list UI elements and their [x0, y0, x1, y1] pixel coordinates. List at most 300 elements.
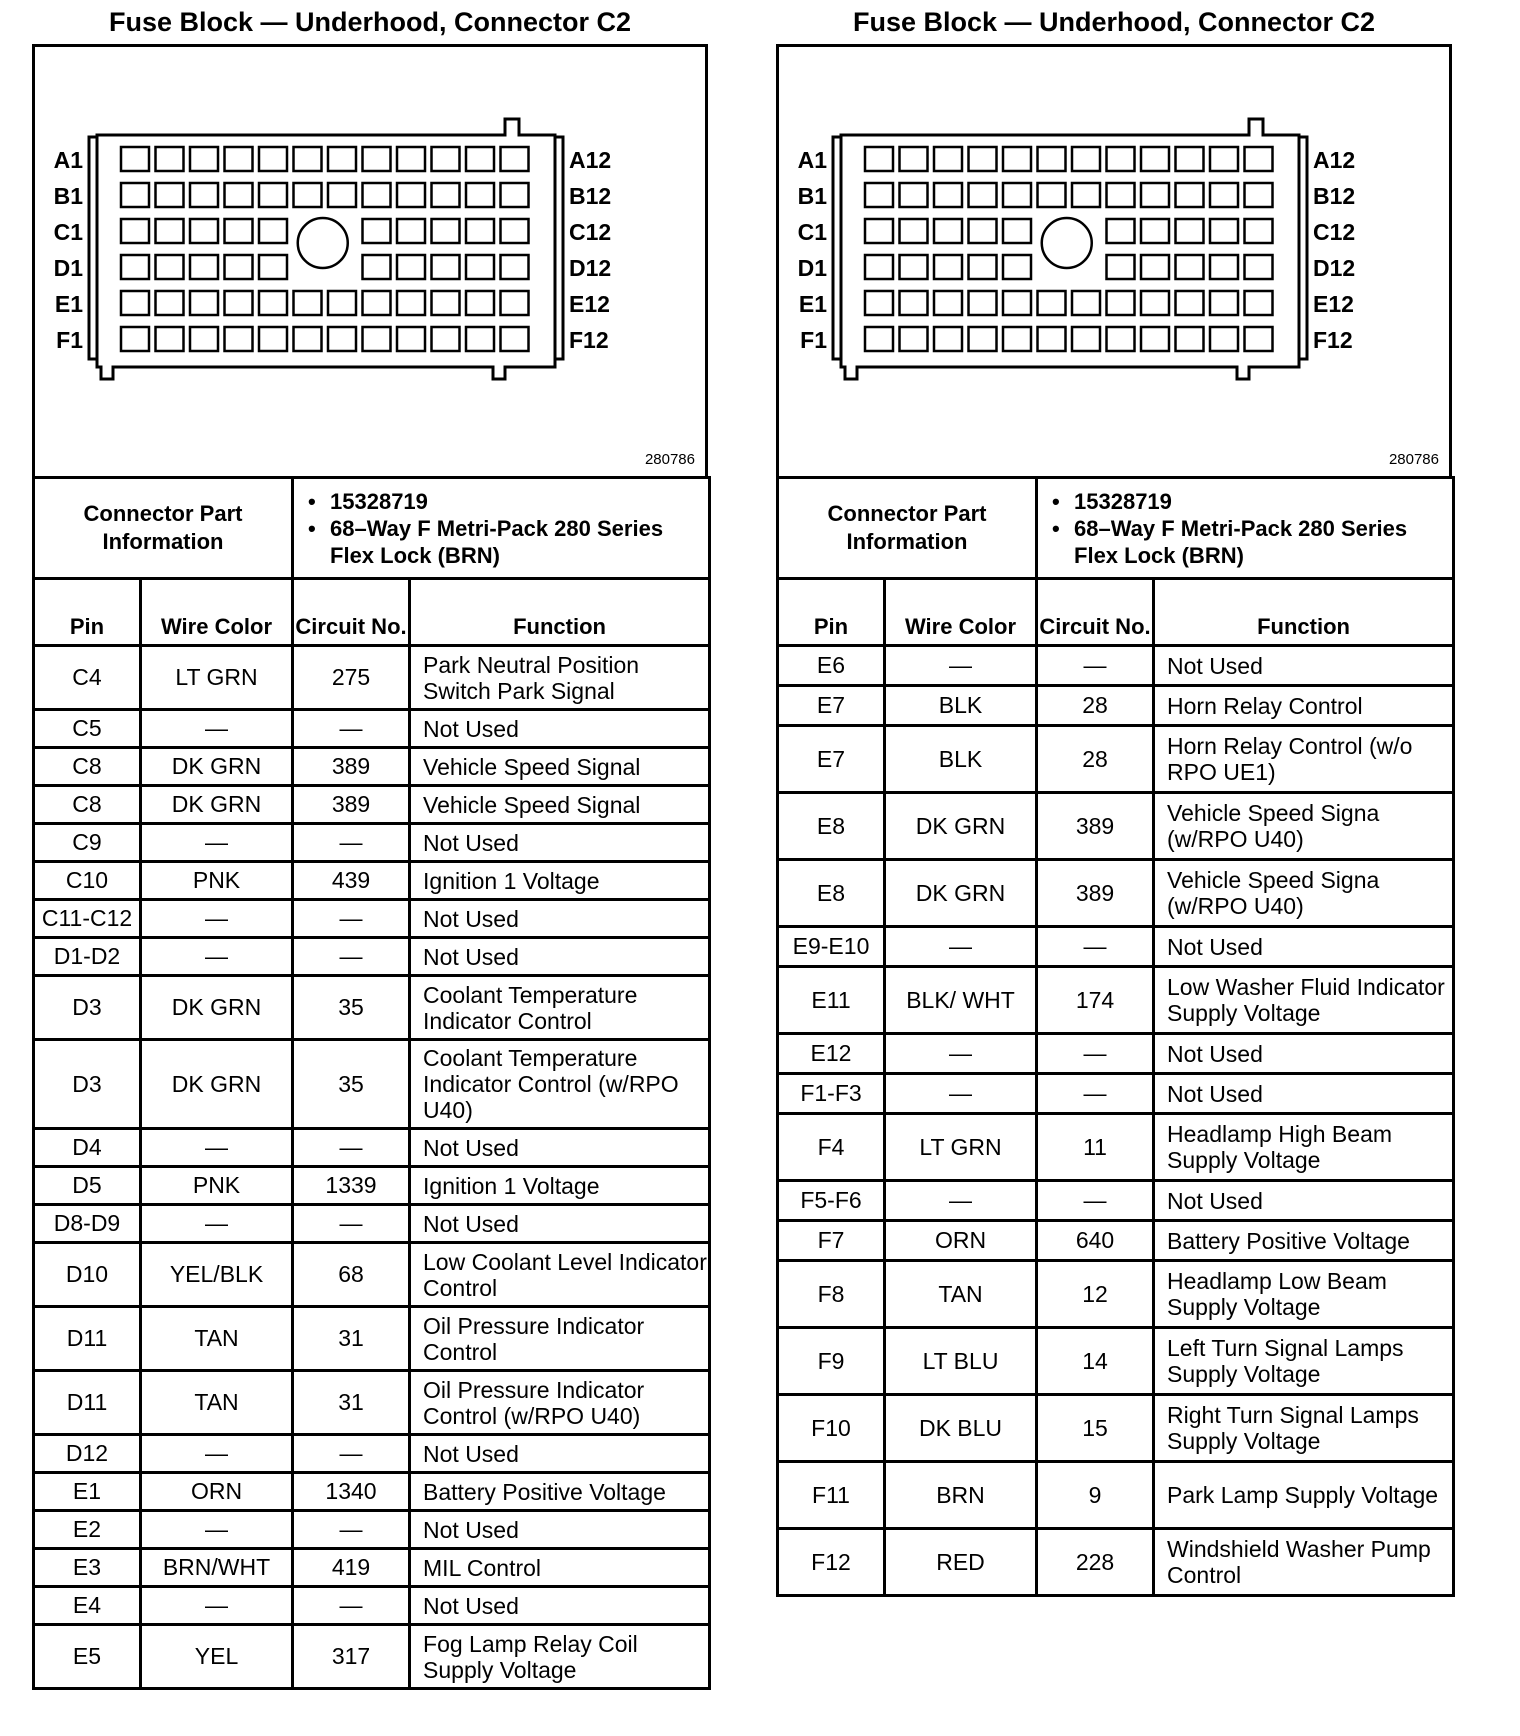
table-row — [34, 748, 710, 786]
pin-cell: E3 — [34, 1549, 141, 1587]
row-label-end: B12 — [569, 183, 612, 209]
table-row — [778, 967, 1454, 1034]
function-cell: Not Used — [1154, 1034, 1454, 1074]
pin-cavity — [1141, 291, 1169, 315]
pin-cavity — [865, 219, 893, 243]
pin-cavity — [225, 183, 253, 207]
function-cell: Oil Pressure Indicator Control — [410, 1307, 710, 1371]
row-label-start: E1 — [798, 291, 827, 317]
wire-color-cell: — — [141, 1511, 293, 1549]
circuit-cell: 9 — [1037, 1462, 1154, 1529]
circuit-cell: — — [293, 900, 410, 938]
wire-color-cell: DK GRN — [141, 786, 293, 824]
pin-cavity — [501, 291, 529, 315]
function-cell: Left Turn Signal Lamps Supply Voltage — [1154, 1328, 1454, 1395]
table-row — [778, 1462, 1454, 1529]
function-cell: Not Used — [410, 710, 710, 748]
wire-color-cell: DK GRN — [141, 748, 293, 786]
pin-cavity — [1210, 255, 1238, 279]
table-row — [34, 1473, 710, 1511]
function-cell: Windshield Washer Pump Control — [1154, 1529, 1454, 1596]
table-row — [34, 710, 710, 748]
part-number: 15328719 — [1074, 488, 1172, 514]
row-label-end: F12 — [569, 327, 609, 353]
pin-cell: D3 — [34, 1040, 141, 1129]
circuit-cell: 228 — [1037, 1529, 1154, 1596]
pin-cell: D11 — [34, 1371, 141, 1435]
pin-cavity — [1038, 327, 1066, 351]
pin-cavity — [432, 219, 460, 243]
pin-cavity — [190, 291, 218, 315]
table-row — [778, 1221, 1454, 1261]
function-cell: Not Used — [410, 1129, 710, 1167]
pin-cell: D11 — [34, 1307, 141, 1371]
pin-cavity — [294, 147, 322, 171]
wire-color-cell: DK GRN — [141, 1040, 293, 1129]
pin-cell: F5-F6 — [778, 1181, 885, 1221]
circuit-cell: 35 — [293, 976, 410, 1040]
pin-cell: D8-D9 — [34, 1205, 141, 1243]
pin-cavity — [1245, 147, 1273, 171]
wire-color-cell: PNK — [141, 1167, 293, 1205]
pin-cavity — [225, 327, 253, 351]
drawing-number: 280786 — [644, 451, 695, 468]
wire-color-cell: RED — [885, 1529, 1037, 1596]
pin-cell: C10 — [34, 862, 141, 900]
row-label-start: D1 — [797, 255, 827, 281]
table-row — [34, 1587, 710, 1625]
pin-cell: D10 — [34, 1243, 141, 1307]
function-cell: Not Used — [1154, 1074, 1454, 1114]
function-cell: Not Used — [410, 1511, 710, 1549]
panel-title: Fuse Block — Underhood, Connector C2 — [852, 7, 1376, 37]
pin-cavity — [363, 147, 391, 171]
pin-cavity — [466, 291, 494, 315]
circuit-cell: 31 — [293, 1371, 410, 1435]
row-label-start: C1 — [797, 219, 827, 245]
function-cell: Fog Lamp Relay Coil Supply Voltage — [410, 1625, 710, 1689]
center-bolt-hole — [298, 218, 348, 268]
pin-cavity — [466, 183, 494, 207]
pin-cavity — [1176, 327, 1204, 351]
pin-cavity — [1176, 291, 1204, 315]
function-cell: Ignition 1 Voltage — [410, 862, 710, 900]
wire-color-cell: — — [141, 1205, 293, 1243]
connector-body-outline — [841, 119, 1299, 379]
circuit-cell: 14 — [1037, 1328, 1154, 1395]
wire-color-cell: — — [141, 900, 293, 938]
connector-part-label: Connector Part Information — [778, 478, 1037, 579]
pin-cell: E2 — [34, 1511, 141, 1549]
wire-color-cell: ORN — [885, 1221, 1037, 1261]
row-label-end: D12 — [1313, 255, 1356, 281]
pin-cell: E7 — [778, 686, 885, 726]
pin-cavity — [1176, 255, 1204, 279]
pin-cavity — [1141, 255, 1169, 279]
pin-cavity — [466, 327, 494, 351]
table-row — [34, 1167, 710, 1205]
table-row — [778, 686, 1454, 726]
pin-cavity — [900, 147, 928, 171]
pin-cell: F8 — [778, 1261, 885, 1328]
pin-cell: C11-C12 — [34, 900, 141, 938]
circuit-cell: 28 — [1037, 686, 1154, 726]
circuit-cell: 174 — [1037, 967, 1154, 1034]
pin-cell: E7 — [778, 726, 885, 793]
function-cell: Low Washer Fluid Indicator Supply Voltage — [1154, 967, 1454, 1034]
pin-cavity — [1003, 327, 1031, 351]
pin-cell: C4 — [34, 646, 141, 710]
circuit-cell: — — [293, 1587, 410, 1625]
pin-cavity — [1038, 147, 1066, 171]
circuit-cell: 389 — [1037, 860, 1154, 927]
pin-cavity — [900, 219, 928, 243]
pin-cavity — [432, 255, 460, 279]
pin-cavity — [934, 219, 962, 243]
function-cell: Not Used — [410, 1587, 710, 1625]
pin-cavity — [466, 219, 494, 243]
wire-color-cell: — — [885, 646, 1037, 686]
pin-cavity — [190, 183, 218, 207]
function-cell: Vehicle Speed Signa (w/RPO U40) — [1154, 860, 1454, 927]
pin-cell: F12 — [778, 1529, 885, 1596]
pin-cavity — [1107, 291, 1135, 315]
pin-cavity — [363, 327, 391, 351]
pin-cavity — [1176, 219, 1204, 243]
pinout-table — [776, 476, 1455, 1597]
pin-cavity — [1176, 147, 1204, 171]
pin-cavity — [969, 291, 997, 315]
table-row — [34, 1625, 710, 1689]
pin-cavity — [328, 327, 356, 351]
header-function: Function — [410, 579, 710, 646]
pin-cavity — [1141, 147, 1169, 171]
pin-cavity — [328, 183, 356, 207]
pin-cavity — [865, 255, 893, 279]
pin-cavity — [969, 219, 997, 243]
pin-cavity — [501, 147, 529, 171]
row-label-start: A1 — [797, 147, 827, 173]
table-row — [778, 927, 1454, 967]
function-cell: MIL Control — [410, 1549, 710, 1587]
row-label-end: F12 — [1313, 327, 1353, 353]
pin-cavity — [156, 183, 184, 207]
pin-cavity — [1141, 183, 1169, 207]
pin-cavity — [225, 291, 253, 315]
pin-cell: D3 — [34, 976, 141, 1040]
function-cell: Oil Pressure Indicator Control (w/RPO U40) — [410, 1371, 710, 1435]
pin-cavity — [397, 219, 425, 243]
pin-cavity — [328, 291, 356, 315]
pin-cavity — [1210, 327, 1238, 351]
pin-cavity — [501, 255, 529, 279]
pin-cavity — [121, 291, 149, 315]
pin-cavity — [1176, 183, 1204, 207]
function-cell: Coolant Temperature Indicator Control (w/RPO U40) — [410, 1040, 710, 1129]
circuit-cell: 15 — [1037, 1395, 1154, 1462]
table-row — [34, 1129, 710, 1167]
pin-cavity — [1107, 327, 1135, 351]
header-circuit-no: Circuit No. — [1037, 579, 1154, 646]
pin-cavity — [259, 291, 287, 315]
pin-cell: E6 — [778, 646, 885, 686]
wire-color-cell: DK GRN — [141, 976, 293, 1040]
row-label-start: D1 — [53, 255, 83, 281]
pin-cavity — [969, 183, 997, 207]
wire-color-cell: — — [885, 1034, 1037, 1074]
pin-cavity — [156, 219, 184, 243]
pin-cavity — [1072, 291, 1100, 315]
table-row — [34, 1040, 710, 1129]
pin-cavity — [259, 327, 287, 351]
table-row — [34, 1511, 710, 1549]
pin-cavity — [363, 183, 391, 207]
pin-cell: C9 — [34, 824, 141, 862]
circuit-cell: — — [293, 824, 410, 862]
pin-cavity — [225, 219, 253, 243]
circuit-cell: 419 — [293, 1549, 410, 1587]
connector-face-drawing — [35, 47, 711, 479]
pin-cavity — [1003, 219, 1031, 243]
wire-color-cell: ORN — [141, 1473, 293, 1511]
table-row — [778, 860, 1454, 927]
pin-cavity — [466, 255, 494, 279]
wire-color-cell: — — [141, 824, 293, 862]
row-label-start: B1 — [53, 183, 83, 209]
pin-cavity — [501, 183, 529, 207]
table-row — [34, 646, 710, 710]
pin-cavity — [1072, 147, 1100, 171]
function-cell: Park Lamp Supply Voltage — [1154, 1462, 1454, 1529]
pin-cavity — [432, 183, 460, 207]
wire-color-cell: TAN — [141, 1307, 293, 1371]
pin-cell: D5 — [34, 1167, 141, 1205]
pin-cell: E12 — [778, 1034, 885, 1074]
connector-diagram — [776, 44, 1452, 476]
pin-cell: F10 — [778, 1395, 885, 1462]
table-row — [34, 976, 710, 1040]
connector-diagram — [32, 44, 708, 476]
pin-cavity — [969, 255, 997, 279]
function-cell: Battery Positive Voltage — [1154, 1221, 1454, 1261]
pin-cavity — [865, 327, 893, 351]
circuit-cell: 389 — [293, 748, 410, 786]
header-wire-color: Wire Color — [141, 579, 293, 646]
pin-cavity — [934, 327, 962, 351]
function-cell: Low Coolant Level Indicator Control — [410, 1243, 710, 1307]
pin-cell: F9 — [778, 1328, 885, 1395]
function-cell: Not Used — [410, 900, 710, 938]
table-row — [34, 1307, 710, 1371]
wire-color-cell: BLK — [885, 726, 1037, 793]
function-cell: Battery Positive Voltage — [410, 1473, 710, 1511]
pin-cavity — [156, 147, 184, 171]
circuit-cell: 275 — [293, 646, 410, 710]
function-cell: Not Used — [410, 938, 710, 976]
pin-cavity — [190, 327, 218, 351]
pin-cavity — [121, 255, 149, 279]
pin-cavity — [1141, 219, 1169, 243]
connector-face-drawing — [779, 47, 1455, 479]
pin-cavity — [328, 147, 356, 171]
row-label-start: A1 — [53, 147, 83, 173]
wire-color-cell: YEL/BLK — [141, 1243, 293, 1307]
pin-cavity — [190, 219, 218, 243]
circuit-cell: — — [1037, 1074, 1154, 1114]
circuit-cell: 439 — [293, 862, 410, 900]
wire-color-cell: — — [885, 927, 1037, 967]
wire-color-cell: — — [141, 1435, 293, 1473]
pin-cavity — [1003, 147, 1031, 171]
circuit-cell: — — [1037, 1034, 1154, 1074]
pin-cavity — [190, 147, 218, 171]
pin-cell: E9-E10 — [778, 927, 885, 967]
circuit-cell: 389 — [1037, 793, 1154, 860]
pin-cavity — [1245, 255, 1273, 279]
function-cell: Headlamp Low Beam Supply Voltage — [1154, 1261, 1454, 1328]
pin-cavity — [900, 291, 928, 315]
circuit-cell: — — [293, 1129, 410, 1167]
pin-cavity — [1107, 183, 1135, 207]
pin-cavity — [121, 327, 149, 351]
table-row — [778, 1328, 1454, 1395]
pin-cavity — [1245, 291, 1273, 315]
connector-part-label: Connector Part Information — [34, 478, 293, 579]
pin-cavity — [900, 255, 928, 279]
table-row — [778, 1529, 1454, 1596]
function-cell: Not Used — [410, 1435, 710, 1473]
pin-cavity — [934, 255, 962, 279]
header-wire-color: Wire Color — [885, 579, 1037, 646]
pin-cavity — [225, 147, 253, 171]
function-cell: Ignition 1 Voltage — [410, 1167, 710, 1205]
table-row — [34, 824, 710, 862]
pin-cavity — [1245, 327, 1273, 351]
table-row — [778, 1181, 1454, 1221]
pin-cavity — [501, 219, 529, 243]
wire-color-cell: — — [885, 1181, 1037, 1221]
wire-color-cell: PNK — [141, 862, 293, 900]
pin-cavity — [294, 183, 322, 207]
table-row — [778, 1395, 1454, 1462]
wire-color-cell: YEL — [141, 1625, 293, 1689]
function-cell: Coolant Temperature Indicator Control — [410, 976, 710, 1040]
function-cell: Horn Relay Control (w/o RPO UE1) — [1154, 726, 1454, 793]
pin-cavity — [121, 147, 149, 171]
pin-cavity — [363, 255, 391, 279]
pin-cavity — [1072, 183, 1100, 207]
circuit-cell: — — [293, 1435, 410, 1473]
circuit-cell: 317 — [293, 1625, 410, 1689]
circuit-cell: 11 — [1037, 1114, 1154, 1181]
circuit-cell: 1339 — [293, 1167, 410, 1205]
pin-cavity — [1141, 327, 1169, 351]
pin-cavity — [1210, 291, 1238, 315]
table-row — [778, 1114, 1454, 1181]
pin-cavity — [865, 291, 893, 315]
pin-cavity — [225, 255, 253, 279]
pin-cell: E1 — [34, 1473, 141, 1511]
header-pin: Pin — [34, 579, 141, 646]
pin-cavity — [1210, 219, 1238, 243]
pin-cavity — [363, 291, 391, 315]
pin-cavity — [397, 183, 425, 207]
pin-cavity — [934, 183, 962, 207]
pin-cavity — [1245, 219, 1273, 243]
function-cell: Not Used — [410, 824, 710, 862]
wire-color-cell: — — [141, 1587, 293, 1625]
connector-panel-left — [32, 0, 708, 1690]
circuit-cell: 68 — [293, 1243, 410, 1307]
row-label-start: F1 — [56, 327, 83, 353]
circuit-cell: — — [293, 938, 410, 976]
table-row — [34, 938, 710, 976]
wire-color-cell: LT GRN — [885, 1114, 1037, 1181]
function-cell: Vehicle Speed Signal — [410, 748, 710, 786]
wire-color-cell: — — [141, 938, 293, 976]
function-cell: Park Neutral Position Switch Park Signal — [410, 646, 710, 710]
pin-cell: F1-F3 — [778, 1074, 885, 1114]
wire-color-cell: LT BLU — [885, 1328, 1037, 1395]
pin-cavity — [1210, 183, 1238, 207]
pin-cavity — [1038, 291, 1066, 315]
pin-cavity — [432, 291, 460, 315]
panel-title: Fuse Block — Underhood, Connector C2 — [108, 7, 632, 37]
table-row — [778, 726, 1454, 793]
table-row — [778, 646, 1454, 686]
row-label-end: D12 — [569, 255, 612, 281]
drawing-number: 280786 — [1388, 451, 1439, 468]
pin-cell: F7 — [778, 1221, 885, 1261]
pin-cavity — [865, 183, 893, 207]
table-row — [34, 1549, 710, 1587]
table-row — [778, 793, 1454, 860]
pin-cavity — [259, 183, 287, 207]
table-row — [34, 900, 710, 938]
row-label-end: C12 — [1313, 219, 1356, 245]
part-description: 68–Way F Metri-Pack 280 Series Flex Lock (BRN) — [330, 515, 664, 568]
wire-color-cell: BLK/ WHT — [885, 967, 1037, 1034]
row-label-end: C12 — [569, 219, 612, 245]
function-cell: Right Turn Signal Lamps Supply Voltage — [1154, 1395, 1454, 1462]
pin-cavity — [156, 327, 184, 351]
pin-cavity — [121, 183, 149, 207]
wire-color-cell: BRN/WHT — [141, 1549, 293, 1587]
pin-cavity — [934, 291, 962, 315]
pin-cavity — [969, 327, 997, 351]
function-cell: Not Used — [410, 1205, 710, 1243]
pin-cell: C5 — [34, 710, 141, 748]
pin-cavity — [969, 147, 997, 171]
wire-color-cell: DK BLU — [885, 1395, 1037, 1462]
pin-cell: C8 — [34, 786, 141, 824]
pin-cell: E8 — [778, 860, 885, 927]
pin-cavity — [397, 291, 425, 315]
pin-cell: D12 — [34, 1435, 141, 1473]
pin-cavity — [156, 255, 184, 279]
pin-cavity — [397, 147, 425, 171]
pin-cavity — [1003, 183, 1031, 207]
pin-cavity — [865, 147, 893, 171]
header-function: Function — [1154, 579, 1454, 646]
row-label-end: B12 — [1313, 183, 1356, 209]
table-row — [778, 1261, 1454, 1328]
pin-cell: E8 — [778, 793, 885, 860]
function-cell: Headlamp High Beam Supply Voltage — [1154, 1114, 1454, 1181]
function-cell: Not Used — [1154, 927, 1454, 967]
pin-cavity — [294, 291, 322, 315]
table-row — [34, 786, 710, 824]
